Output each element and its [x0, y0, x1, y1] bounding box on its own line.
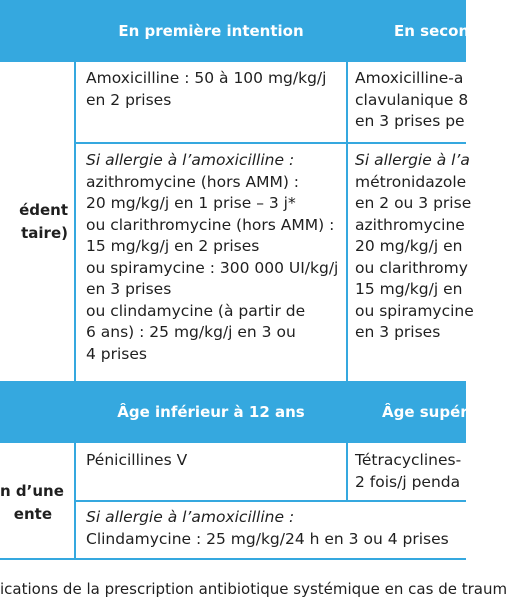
header-age-under-12: Âge inférieur à 12 ans	[76, 381, 346, 443]
cell-penicillines-v: Pénicillines V	[86, 451, 188, 469]
header-age-over-12: Âge supér	[348, 381, 466, 443]
cell-amoxicilline-clavulanique: Amoxicilline-a clavulanique 8 en 3 prises pe	[355, 69, 469, 130]
header-first-intention: En première intention	[76, 0, 346, 62]
grid-hline-bottom	[0, 558, 466, 560]
cell-amoxicilline-first: Amoxicilline : 50 à 100 mg/kg/j en 2 prises	[86, 69, 327, 109]
cell-allergy-first-intention: Si allergie à l’amoxicilline : azithromycine (hors AMM) : 20 mg/kg/j en 1 prise – 3 j* ou clarithromycine (hors AMM) : 15 mg/kg/j en 2 prises ou spiramycine : 300 000 UI/kg/j en 3 prises ou clindamycine (à partir de 6 ans) : 25 mg/kg/j en 3 ou 4 prises	[86, 151, 339, 363]
header-second-intention: En secon	[348, 0, 466, 62]
header-row1-blank	[0, 0, 74, 62]
cell-tetracyclines: Tétracyclines- 2 fois/j penda	[355, 451, 462, 491]
row2-label: n d’une ente	[0, 482, 64, 523]
cell-allergy-clindamycine: Si allergie à l’amoxicilline : Clindamycine : 25 mg/kg/24 h en 3 ou 4 prises	[86, 508, 449, 548]
table-caption: ications de la prescription antibiotique systémique en cas de traum	[0, 580, 507, 598]
cell-allergy-second-intention: Si allergie à l’a métronidazole en 2 ou 3 prise azithromycine 20 mg/kg/j en ou clarithromy 15 mg/kg/j en ou spiramycine en 3 prises	[355, 151, 474, 341]
header-row2-blank	[0, 381, 74, 443]
grid-hline-row2	[74, 500, 466, 502]
grid-hline-row1	[74, 142, 466, 144]
row1-label: édent taire)	[19, 201, 68, 242]
grid-vline-1	[74, 0, 76, 560]
grid-vline-2	[346, 0, 348, 500]
